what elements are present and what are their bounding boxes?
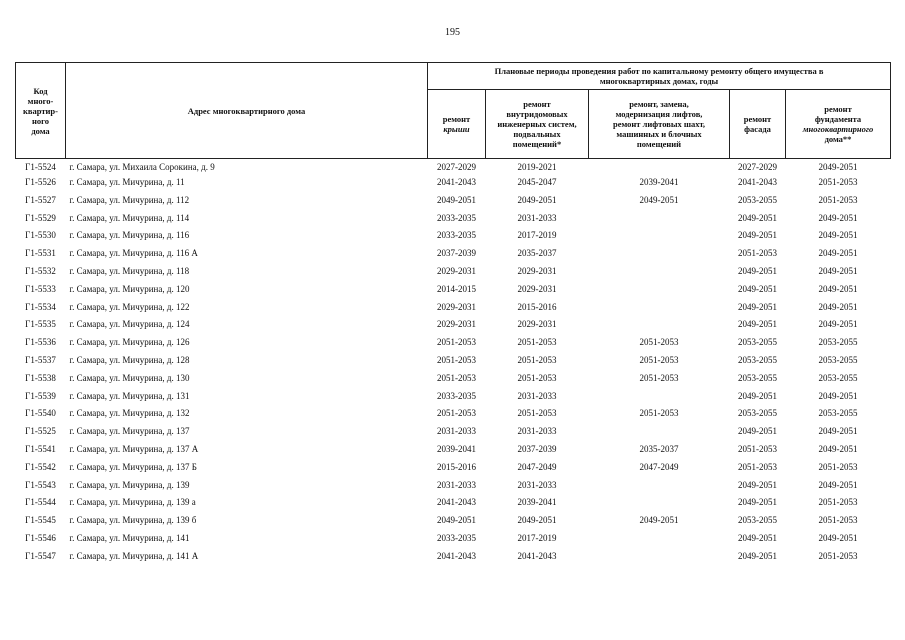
cell-foundation: 2053-2055 xyxy=(818,354,858,365)
cell-facade: 2049-2051 xyxy=(738,301,777,312)
cell-facade: 2027-2029 xyxy=(738,161,777,172)
table-row xyxy=(16,159,891,175)
cell-address: г. Самара, ул. Мичурина, д. 141 xyxy=(69,532,190,543)
cell-systems: 2031-2033 xyxy=(517,212,557,223)
cell-address: г. Самара, ул. Мичурина, д. 137 А xyxy=(69,443,199,454)
header-lifts-line: помещений xyxy=(636,139,682,149)
cell-lifts xyxy=(589,210,730,228)
cell-lifts xyxy=(589,548,730,566)
cell-facade: 2053-2055 xyxy=(738,515,777,526)
cell-roof: 2049-2051 xyxy=(437,194,476,205)
header-roof-line: ремонт xyxy=(442,114,471,124)
cell-systems: 2045-2047 xyxy=(517,177,557,187)
cell-foundation: 2049-2051 xyxy=(818,443,858,454)
header-foundation xyxy=(786,90,891,159)
cell-code: Г1-5535 xyxy=(25,319,56,330)
cell-code: Г1-5536 xyxy=(25,337,56,348)
table-row xyxy=(16,548,891,566)
cell-code: Г1-5538 xyxy=(25,372,56,383)
cell-foundation: 2049-2051 xyxy=(818,532,858,543)
cell-facade: 2051-2053 xyxy=(738,461,777,472)
cell-lifts: 2051-2053 xyxy=(639,354,679,365)
cell-lifts xyxy=(589,227,730,245)
cell-facade: 2049-2051 xyxy=(738,319,777,330)
cell-roof: 2031-2033 xyxy=(437,479,476,490)
header-code-line: много- xyxy=(27,95,54,106)
cell-roof: 2029-2031 xyxy=(437,301,476,312)
cell-foundation: 2051-2053 xyxy=(818,177,858,187)
cell-roof: 2037-2039 xyxy=(437,248,476,259)
cell-facade: 2053-2055 xyxy=(738,372,777,383)
cell-foundation: 2049-2051 xyxy=(818,301,858,312)
cell-lifts: 2051-2053 xyxy=(639,337,679,348)
cell-address: г. Самара, ул. Мичурина, д. 130 xyxy=(69,372,190,383)
cell-systems: 2017-2019 xyxy=(517,230,557,241)
header-code xyxy=(16,63,66,159)
header-code-line: дома xyxy=(31,125,50,136)
cell-lifts xyxy=(589,423,730,441)
table-row xyxy=(16,388,891,406)
cell-address: г. Самара, ул. Мичурина, д. 11 xyxy=(69,177,185,187)
cell-address: г. Самара, ул. Мичурина, д. 131 xyxy=(69,390,190,401)
header-systems-line: ремонт xyxy=(523,99,551,109)
table-row xyxy=(16,477,891,495)
cell-roof: 2033-2035 xyxy=(437,532,476,543)
page-number: 195 xyxy=(445,27,460,38)
cell-lifts xyxy=(589,159,730,175)
cell-code: Г1-5537 xyxy=(25,354,56,365)
cell-roof: 2039-2041 xyxy=(437,443,476,454)
cell-facade: 2049-2051 xyxy=(738,265,777,276)
header-address: Адрес многоквартирного дома xyxy=(66,63,428,159)
cell-code: Г1-5534 xyxy=(25,301,56,312)
table-row xyxy=(16,370,891,388)
cell-code: Г1-5540 xyxy=(25,408,56,419)
cell-systems: 2029-2031 xyxy=(517,283,557,294)
cell-roof: 2049-2051 xyxy=(437,515,476,526)
cell-code: Г1-5524 xyxy=(25,161,56,172)
cell-lifts xyxy=(589,281,730,299)
cell-facade: 2049-2051 xyxy=(738,230,777,241)
cell-code: Г1-5531 xyxy=(25,248,56,259)
cell-code: Г1-5532 xyxy=(25,265,56,276)
header-periods-line: многоквартирных домах, годы xyxy=(599,76,719,86)
table-body xyxy=(16,159,891,566)
table-row xyxy=(16,174,891,192)
header-foundation-line: фундамента xyxy=(814,114,862,124)
cell-systems: 2019-2021 xyxy=(517,161,557,172)
cell-systems: 2017-2019 xyxy=(517,532,557,543)
cell-foundation: 2049-2051 xyxy=(818,212,858,223)
cell-code: Г1-5527 xyxy=(25,194,56,205)
cell-systems: 2049-2051 xyxy=(517,515,557,526)
cell-code: Г1-5529 xyxy=(25,212,56,223)
header-foundation-line: многоквартирного xyxy=(802,124,874,134)
header-systems-line: инженерных систем, xyxy=(497,119,577,129)
cell-facade: 2049-2051 xyxy=(738,497,777,508)
table-row xyxy=(16,210,891,228)
table-row xyxy=(16,405,891,423)
cell-facade: 2053-2055 xyxy=(738,337,777,348)
cell-facade: 2049-2051 xyxy=(738,550,777,561)
cell-lifts: 2035-2037 xyxy=(639,443,679,454)
cell-roof: 2051-2053 xyxy=(437,408,476,419)
table-row xyxy=(16,352,891,370)
cell-roof: 2033-2035 xyxy=(437,390,476,401)
cell-address: г. Самара, ул. Мичурина, д. 137 xyxy=(69,426,190,437)
cell-address: г. Самара, ул. Мичурина, д. 124 xyxy=(69,319,190,330)
table-row xyxy=(16,227,891,245)
table-row xyxy=(16,245,891,263)
cell-foundation: 2049-2051 xyxy=(818,265,858,276)
cell-lifts: 2039-2041 xyxy=(639,177,679,187)
cell-address: г. Самара, ул. Мичурина, д. 139 б xyxy=(69,515,197,526)
cell-facade: 2049-2051 xyxy=(738,479,777,490)
header-roof xyxy=(428,90,486,159)
cell-facade: 2051-2053 xyxy=(738,248,777,259)
cell-foundation: 2053-2055 xyxy=(818,337,858,348)
cell-code: Г1-5525 xyxy=(25,426,56,437)
cell-systems: 2051-2053 xyxy=(517,354,557,365)
cell-lifts xyxy=(589,494,730,512)
cell-systems: 2015-2016 xyxy=(517,301,557,312)
cell-address: г. Самара, ул. Мичурина, д. 141 А xyxy=(69,550,199,561)
cell-systems: 2031-2033 xyxy=(517,479,557,490)
cell-systems: 2049-2051 xyxy=(517,194,557,205)
header-facade-line: фасада xyxy=(744,124,771,134)
cell-roof: 2029-2031 xyxy=(437,265,476,276)
cell-code: Г1-5526 xyxy=(25,177,56,187)
cell-roof: 2027-2029 xyxy=(437,161,476,172)
cell-code: Г1-5543 xyxy=(25,479,56,490)
header-periods-line: Плановые периоды проведения работ по капитальному ремонту общего имущества в xyxy=(494,66,824,76)
cell-roof: 2031-2033 xyxy=(437,426,476,437)
cell-address: г. Самара, ул. Мичурина, д. 126 xyxy=(69,337,190,348)
header-systems-line: внутридомовых xyxy=(506,109,568,119)
header-lifts-line: модернизация лифтов, xyxy=(615,109,703,119)
cell-foundation: 2049-2051 xyxy=(818,390,858,401)
cell-foundation: 2051-2053 xyxy=(818,550,858,561)
cell-foundation: 2049-2051 xyxy=(818,426,858,437)
cell-foundation: 2049-2051 xyxy=(818,161,858,172)
cell-foundation: 2051-2053 xyxy=(818,194,858,205)
cell-lifts xyxy=(589,299,730,317)
table-row xyxy=(16,459,891,477)
header-code-line: Код xyxy=(33,85,48,96)
cell-foundation: 2049-2051 xyxy=(818,248,858,259)
header-lifts-line: ремонт лифтовых шахт, xyxy=(612,119,705,129)
cell-foundation: 2051-2053 xyxy=(818,515,858,526)
header-facade-line: ремонт xyxy=(743,114,772,124)
cell-facade: 2049-2051 xyxy=(738,283,777,294)
cell-lifts: 2049-2051 xyxy=(639,194,679,205)
cell-roof: 2029-2031 xyxy=(437,319,476,330)
table-row xyxy=(16,423,891,441)
cell-lifts xyxy=(589,263,730,281)
cell-facade: 2053-2055 xyxy=(738,408,777,419)
cell-lifts: 2049-2051 xyxy=(639,515,679,526)
header-roof-line: крыши xyxy=(443,124,470,134)
cell-foundation: 2051-2053 xyxy=(818,497,858,508)
cell-address: г. Самара, ул. Мичурина, д. 112 xyxy=(69,194,190,205)
cell-address: г. Самара, ул. Мичурина, д. 132 xyxy=(69,408,190,419)
cell-lifts: 2047-2049 xyxy=(639,461,679,472)
cell-systems: 2029-2031 xyxy=(517,265,557,276)
capital-repair-table xyxy=(15,62,891,566)
cell-systems: 2051-2053 xyxy=(517,372,557,383)
cell-facade: 2049-2051 xyxy=(738,390,777,401)
cell-systems: 2037-2039 xyxy=(517,443,557,454)
cell-lifts xyxy=(589,245,730,263)
cell-code: Г1-5542 xyxy=(25,461,56,472)
cell-address: г. Самара, ул. Мичурина, д. 114 xyxy=(69,212,190,223)
table-row xyxy=(16,281,891,299)
cell-roof: 2014-2015 xyxy=(437,283,476,294)
cell-systems: 2051-2053 xyxy=(517,408,557,419)
header-systems-line: помещений* xyxy=(512,139,562,149)
header-lifts xyxy=(589,90,730,159)
cell-facade: 2053-2055 xyxy=(738,354,777,365)
cell-lifts: 2051-2053 xyxy=(639,408,679,419)
cell-code: Г1-5539 xyxy=(25,390,56,401)
cell-foundation: 2053-2055 xyxy=(818,408,858,419)
cell-address: г. Самара, ул. Мичурина, д. 137 Б xyxy=(69,461,197,472)
cell-lifts: 2051-2053 xyxy=(639,372,679,383)
cell-systems: 2029-2031 xyxy=(517,319,557,330)
table-header xyxy=(16,63,891,159)
header-code-line: ного xyxy=(31,115,50,126)
cell-facade: 2049-2051 xyxy=(738,212,777,223)
cell-foundation: 2049-2051 xyxy=(818,283,858,294)
cell-lifts xyxy=(589,477,730,495)
cell-systems: 2051-2053 xyxy=(517,337,557,348)
table-row xyxy=(16,263,891,281)
cell-code: Г1-5533 xyxy=(25,283,56,294)
cell-roof: 2033-2035 xyxy=(437,230,476,241)
cell-facade: 2053-2055 xyxy=(738,194,777,205)
cell-address: г. Самара, ул. Мичурина, д. 122 xyxy=(69,301,190,312)
table-row xyxy=(16,299,891,317)
header-foundation-line: ремонт xyxy=(824,104,852,114)
cell-code: Г1-5541 xyxy=(25,443,56,454)
cell-systems: 2047-2049 xyxy=(517,461,557,472)
cell-foundation: 2049-2051 xyxy=(818,479,858,490)
header-lifts-line: машинных и блочных xyxy=(616,129,702,139)
cell-foundation: 2049-2051 xyxy=(818,230,858,241)
cell-roof: 2051-2053 xyxy=(437,372,476,383)
cell-lifts xyxy=(589,316,730,334)
table-row xyxy=(16,441,891,459)
table-row xyxy=(16,530,891,548)
cell-code: Г1-5530 xyxy=(25,230,56,241)
cell-roof: 2051-2053 xyxy=(437,337,476,348)
cell-address: г. Самара, ул. Мичурина, д. 120 xyxy=(69,283,190,294)
header-systems-line: подвальных xyxy=(513,129,561,139)
cell-code: Г1-5544 xyxy=(25,497,56,508)
cell-roof: 2041-2043 xyxy=(437,177,476,187)
header-periods-group xyxy=(428,63,891,90)
cell-address: г. Самара, ул. Мичурина, д. 116 А xyxy=(69,248,198,259)
header-lifts-line: ремонт, замена, xyxy=(629,99,689,109)
cell-facade: 2041-2043 xyxy=(738,177,777,187)
cell-facade: 2049-2051 xyxy=(738,532,777,543)
cell-address: г. Самара, ул. Мичурина, д. 139 а xyxy=(69,497,196,508)
cell-lifts xyxy=(589,530,730,548)
header-systems xyxy=(486,90,589,159)
cell-systems: 2039-2041 xyxy=(517,497,557,508)
cell-roof: 2033-2035 xyxy=(437,212,476,223)
cell-systems: 2031-2033 xyxy=(517,426,557,437)
cell-systems: 2031-2033 xyxy=(517,390,557,401)
cell-roof: 2041-2043 xyxy=(437,550,476,561)
header-foundation-line: дома** xyxy=(824,134,852,144)
table-row xyxy=(16,316,891,334)
cell-code: Г1-5546 xyxy=(25,532,56,543)
cell-foundation: 2049-2051 xyxy=(818,319,858,330)
cell-code: Г1-5547 xyxy=(25,550,56,561)
cell-address: г. Самара, ул. Мичурина, д. 118 xyxy=(69,265,190,276)
table-row xyxy=(16,192,891,210)
cell-address: г. Самара, ул. Михаила Сорокина, д. 9 xyxy=(69,161,215,172)
table-row xyxy=(16,512,891,530)
cell-roof: 2051-2053 xyxy=(437,354,476,365)
cell-roof: 2041-2043 xyxy=(437,497,476,508)
cell-facade: 2051-2053 xyxy=(738,443,777,454)
cell-facade: 2049-2051 xyxy=(738,426,777,437)
cell-address: г. Самара, ул. Мичурина, д. 139 xyxy=(69,479,190,490)
cell-address: г. Самара, ул. Мичурина, д. 116 xyxy=(69,230,190,241)
cell-foundation: 2053-2055 xyxy=(818,372,858,383)
cell-systems: 2035-2037 xyxy=(517,248,557,259)
cell-foundation: 2051-2053 xyxy=(818,461,858,472)
cell-roof: 2015-2016 xyxy=(437,461,476,472)
table-row xyxy=(16,494,891,512)
header-code-line: квартир- xyxy=(23,105,58,116)
cell-systems: 2041-2043 xyxy=(517,550,557,561)
header-facade xyxy=(730,90,786,159)
cell-address: г. Самара, ул. Мичурина, д. 128 xyxy=(69,354,190,365)
cell-code: Г1-5545 xyxy=(25,515,56,526)
table-row xyxy=(16,334,891,352)
cell-lifts xyxy=(589,388,730,406)
